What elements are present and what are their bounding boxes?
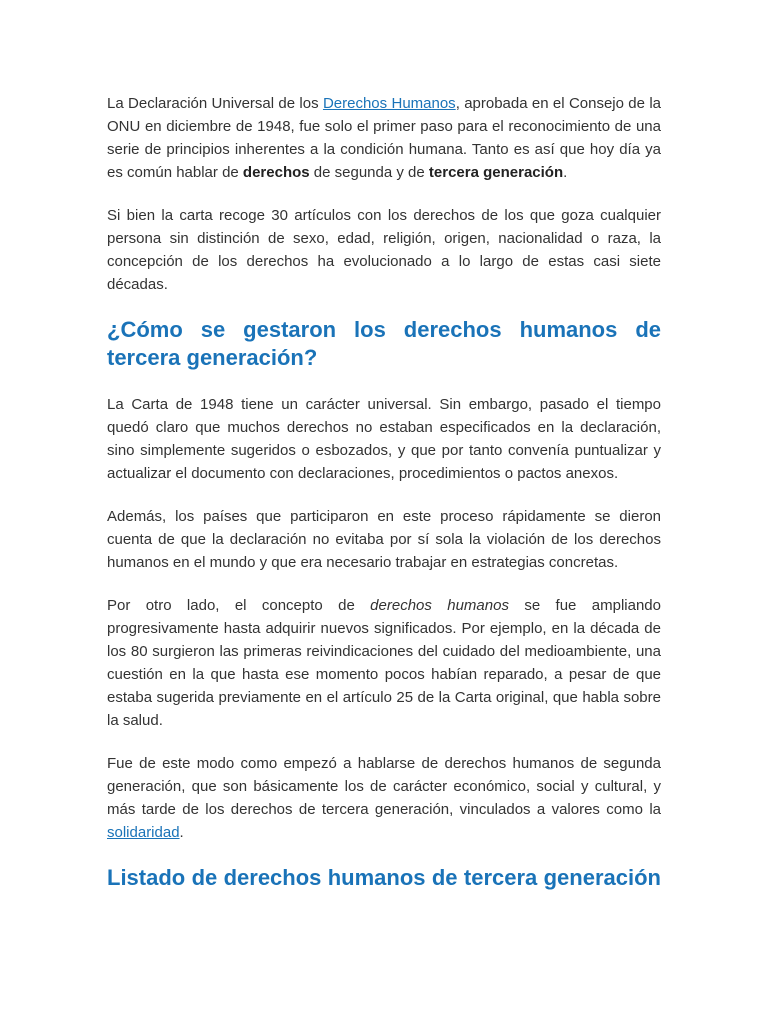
paragraph-ademas: Además, los países que participaron en este proceso rápidamente se dieron cuenta de que la declaración no evitaba por sí sola la violación de los derechos humanos en el mundo y que era necesario trabajar en estrategias concretas. [107, 508, 661, 571]
intro-bold-derechos: derechos [242, 164, 310, 181]
intro-text-2: , aprobada en el Consejo de la ONU en diciembre de 1948, fue solo el primer paso para el reconocimiento de una serie de principios inherentes a la condición humana. Tanto es así que hoy día ya es común hablar de [107, 95, 662, 181]
intro-bold-tercera-generacion: tercera generación [428, 164, 564, 181]
solidaridad-link[interactable]: solidaridad [107, 824, 180, 841]
paragraph-carta-1948: La Carta de 1948 tiene un carácter universal. Sin embargo, pasado el tiempo quedó claro que muchos derechos no estaban especificados en la declaración, sino simplemente sugeridos o esbozados, y que por tanto convenía puntualizar y actualizar el documento con declaraciones, procedimientos o pactos anexos. [107, 396, 661, 482]
paragraph-intro [107, 92, 661, 184]
paragraph-por-otro-lado [107, 594, 661, 732]
otro-lado-text-2: se fue ampliando progresivamente hasta adquirir nuevos significados. Por ejemplo, en la década de los 80 surgieron las primeras reivindicaciones del cuidado del medioambiente, una cuestión en la que hasta ese momento pocos habían reparado, a pesar de que estaba sugerida previamente en el artículo 25 de la Carta original, que habla sobre la salud. [107, 597, 661, 729]
article-body [107, 92, 661, 913]
intro-text-4: . [563, 164, 568, 181]
intro-text-1: La Declaración Universal de los [107, 95, 323, 112]
fue-text-1: Fue de este modo como empezó a hablarse de derechos humanos de segunda generación, que son básicamente los de carácter económico, social y cultural, y más tarde de los derechos de tercera generación, vinculados a valores como la [107, 755, 661, 818]
derechos-humanos-link[interactable]: Derechos Humanos [322, 95, 456, 112]
paragraph-carta: Si bien la carta recoge 30 artículos con los derechos de los que goza cualquier persona sin distinción de sexo, edad, religión, origen, nacionalidad o raza, la concepción de los derechos ha evolucionado a lo largo de estas casi siete décadas. [107, 207, 661, 293]
otro-lado-text-1: Por otro lado, el concepto de [107, 597, 371, 614]
paragraph-fue-de-este-modo [107, 752, 661, 844]
heading-listado: Listado de derechos humanos de tercera generación [107, 865, 661, 890]
heading-como-se-gestaron: ¿Cómo se gestaron los derechos humanos de tercera generación? [107, 317, 661, 370]
fue-text-2: . [179, 824, 184, 841]
italic-derechos-humanos: derechos humanos [370, 597, 509, 614]
intro-text-3: de segunda y de [309, 164, 429, 181]
